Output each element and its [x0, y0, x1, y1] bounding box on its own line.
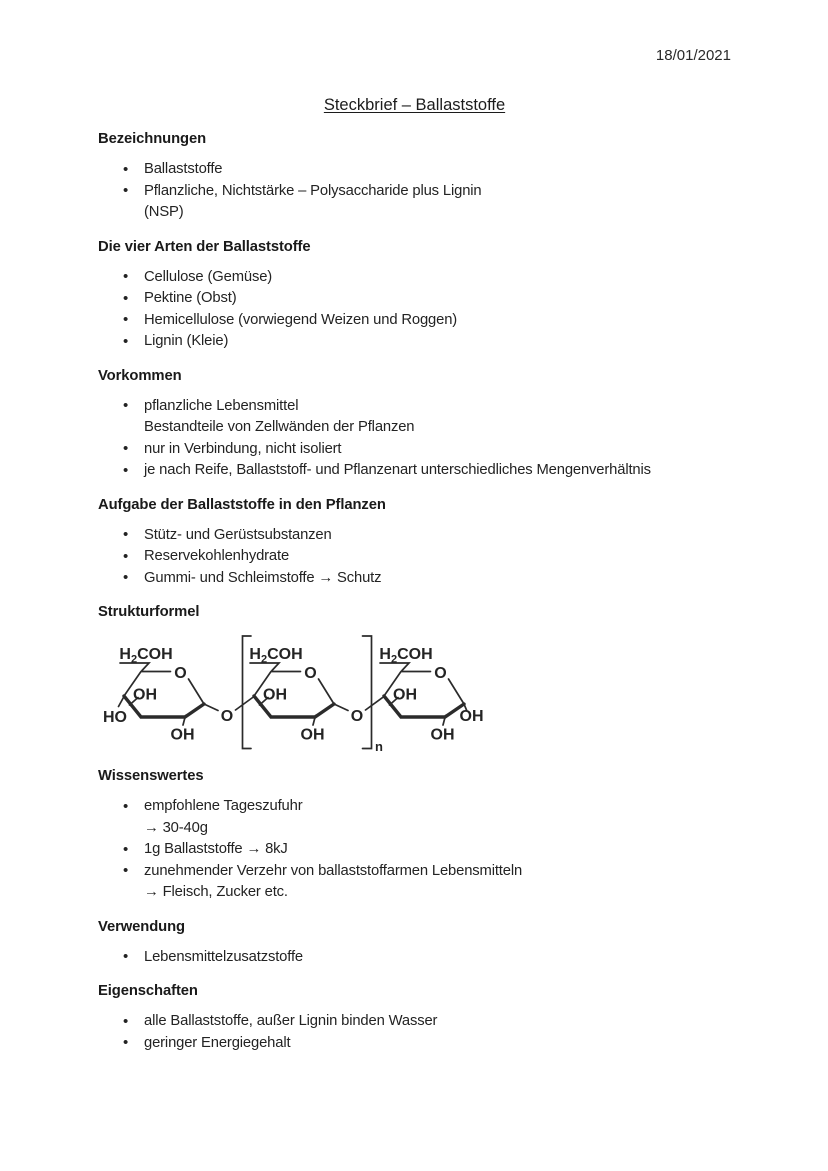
list-item — [144, 181, 731, 224]
linkage-and-terminal-groups — [103, 697, 484, 727]
glucose-ring-1 — [119, 646, 204, 744]
section-heading-bezeichnungen: Bezeichnungen — [98, 131, 207, 147]
list-item — [144, 839, 731, 861]
section-heading-arten: Die vier Arten der Ballaststoffe — [98, 238, 311, 255]
list-item — [144, 331, 731, 353]
formula-label-ring-oxygen: O — [304, 665, 317, 682]
section-list-vorkommen — [98, 396, 731, 482]
formula-label-bridge-oxygen: O — [350, 708, 364, 725]
section-heading-wissenswertes: Wissenswertes — [98, 768, 204, 784]
formula-label-oh: OH — [133, 686, 157, 704]
section-list-bezeichnungen — [98, 159, 731, 224]
list-item-line: • zunehmender Verzehr von ballaststoffarmen Lebensmitteln — [144, 862, 523, 879]
list-item — [144, 396, 731, 439]
section-list-eigenschaften — [98, 1011, 731, 1054]
list-item-line: • Cellulose (Gemüse) — [144, 268, 273, 285]
list-item — [144, 310, 731, 332]
formula-label-oh: OH — [393, 686, 417, 704]
section-heading-strukturformel: Strukturformel — [98, 604, 200, 620]
list-item — [144, 546, 731, 568]
cellulose-structure-diagram — [99, 629, 489, 761]
list-item-line: • nur in Verbindung, nicht isoliert — [144, 440, 342, 457]
section-list-verwendung — [98, 947, 731, 969]
section-list-wissenswertes — [98, 796, 731, 904]
list-item — [144, 947, 731, 969]
list-item — [144, 460, 731, 482]
page-title: Steckbrief – Ballaststoffe — [323, 96, 506, 114]
section-heading-aufgabe: Aufgabe der Ballaststoffe in den Pflanzen — [98, 496, 386, 513]
list-item — [144, 439, 731, 461]
formula-repeat-subscript: n — [375, 739, 383, 754]
list-item-line: (NSP) — [144, 204, 184, 220]
section-heading-vorkommen: Vorkommen — [98, 367, 182, 384]
list-item-line: • Pektine (Obst) — [144, 290, 237, 306]
list-item — [144, 288, 731, 310]
list-item-line: → 30-40g — [144, 819, 208, 836]
list-item — [144, 1011, 731, 1033]
list-item — [144, 861, 731, 904]
list-item-line: • je nach Reife, Ballaststoff- und Pflanzenart unterschiedliches Mengenverhältnis — [144, 462, 651, 478]
formula-label-oh: OH — [300, 726, 325, 744]
list-item-line: • alle Ballaststoffe, außer Lignin binden Wasser — [144, 1013, 438, 1029]
section-list-arten — [98, 267, 731, 353]
formula-label-oh-terminal: OH — [459, 708, 484, 725]
list-item-line: • 1g Ballaststoffe → 8kJ — [144, 841, 288, 857]
list-item-line: • geringer Energiegehalt — [144, 1034, 291, 1051]
list-item-line: → Fleisch, Zucker etc. — [144, 884, 288, 900]
formula-label-ring-oxygen: O — [434, 665, 447, 682]
list-item-line: • Lebensmittelzusatzstoffe — [144, 948, 303, 965]
glucose-ring-3 — [379, 646, 464, 744]
list-item-line: • Lignin (Kleie) — [144, 333, 229, 349]
list-item — [144, 796, 731, 839]
list-item-line: • Hemicellulose (vorwiegend Weizen und Roggen) — [144, 311, 458, 328]
formula-label-oh: OH — [170, 726, 195, 744]
glucose-ring-2 — [249, 646, 334, 744]
formula-label-h2coh: $H_2COH$ — [249, 646, 303, 666]
structural-formula-figure — [99, 629, 731, 753]
list-item — [144, 1033, 731, 1055]
list-item — [144, 159, 731, 181]
list-item-line: • Stütz- und Gerüstsubstanzen — [144, 526, 332, 543]
formula-label-h2coh: $H_2COH$ — [119, 646, 173, 666]
formula-label-ho-terminal: HO — [103, 709, 127, 726]
list-item-line: • Pflanzliche, Nichtstärke – Polysaccharide plus Lignin — [144, 182, 482, 199]
formula-label-h2coh: $H_2COH$ — [379, 646, 433, 666]
section-heading-verwendung: Verwendung — [98, 918, 185, 935]
list-item-line: • Ballaststoffe — [144, 161, 223, 177]
formula-label-ring-oxygen: O — [174, 665, 187, 682]
formula-label-oh: OH — [263, 686, 287, 704]
section-list-aufgabe — [98, 525, 731, 590]
list-item-line: • empfohlene Tageszufuhr — [144, 798, 303, 814]
formula-label-bridge-oxygen: O — [220, 708, 234, 725]
list-item-line: • pflanzliche Lebensmittel — [144, 397, 299, 414]
list-item — [144, 525, 731, 547]
formula-label-oh: OH — [430, 726, 455, 744]
list-item-line: Bestandteile von Zellwänden der Pflanzen — [144, 419, 415, 435]
list-item-line: • Gummi- und Schleimstoffe → Schutz — [144, 569, 382, 586]
list-item — [144, 568, 731, 590]
document-date: 18/01/2021 — [655, 47, 731, 64]
section-heading-eigenschaften: Eigenschaften — [98, 983, 198, 999]
list-item-line: • Reservekohlenhydrate — [144, 548, 290, 564]
list-item — [144, 267, 731, 289]
